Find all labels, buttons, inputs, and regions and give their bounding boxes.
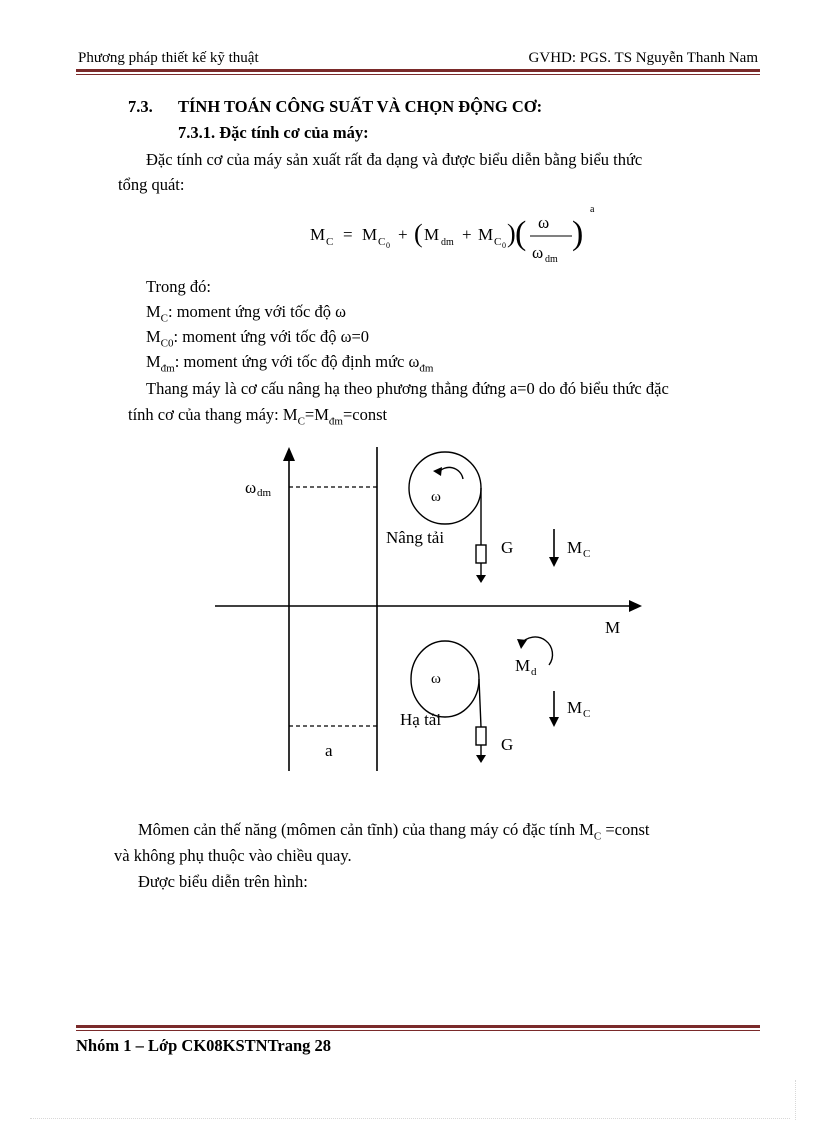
top-mc-arrowhead [549, 557, 559, 567]
vertical-axis-arrow [283, 447, 295, 461]
formula-lparen-big: ( [515, 215, 527, 252]
bottom-mc-sub: C [583, 708, 591, 720]
header-rule-thin [76, 74, 760, 75]
top-wheel-arrowhead [433, 467, 442, 476]
formula-omega-num: ω [538, 213, 550, 232]
formula-mdm: M [424, 225, 440, 244]
formula-plus1: + [398, 225, 408, 244]
formula-mc0-zero: 0 [386, 241, 390, 250]
omega-dm-sub: dm [257, 487, 272, 499]
header-left: Phương pháp thiết kế kỹ thuật [78, 50, 259, 66]
a-label: a [325, 741, 333, 760]
formula-plus2: + [462, 225, 472, 244]
top-mc-label: M [567, 538, 583, 557]
top-load-arrowhead [476, 575, 486, 583]
bottom-load [476, 727, 486, 745]
formula-omega-den-sub: dm [545, 254, 558, 265]
bottom-g-label: G [501, 735, 514, 754]
header-right: GVHD: PGS. TS Nguyễn Thanh Nam [528, 50, 758, 66]
para1-line2: tổng quát: [118, 175, 185, 194]
elevator-diagram [205, 443, 655, 778]
top-g-label: G [501, 538, 514, 557]
header-rule [76, 69, 760, 72]
para2-line1: Thang máy là cơ cấu nâng hạ theo phương thẳng đứng a=0 do đó biểu thức đặc [146, 379, 669, 398]
page-edge-dots-vertical [795, 1080, 796, 1120]
para3-line1: Mômen cản thế năng (mômen cản tĩnh) của thang máy có đặc tính $M_C$ =const [138, 820, 650, 843]
formula-mc0: M [362, 225, 378, 244]
formula-mc0b: M [478, 225, 494, 244]
top-wheel-omega: ω [431, 489, 441, 505]
bottom-mc-arrowhead [549, 717, 559, 727]
section-number: 7.3. [128, 97, 153, 116]
formula-rparen: ) [507, 219, 516, 248]
page-edge-dots [30, 1118, 790, 1119]
md-arrowhead [517, 639, 527, 649]
formula-mc0b-zero: 0 [502, 241, 506, 250]
m-axis-label: M [605, 618, 621, 637]
formula-lparen: ( [414, 219, 423, 248]
footer-text: Nhóm 1 – Lớp CK08KSTNTrang 28 [76, 1036, 331, 1055]
top-mc-sub: C [583, 548, 591, 560]
top-load [476, 545, 486, 563]
formula-lhs-sub: C [326, 236, 334, 248]
formula-mdm-sub: dm [441, 237, 454, 248]
bottom-mc-label: M [567, 698, 583, 717]
bottom-load-arrowhead [476, 755, 486, 763]
formula [310, 200, 610, 270]
footer-rule [76, 1025, 760, 1028]
omega-dm-label: ω [245, 478, 257, 497]
formula-eq: = [343, 225, 353, 244]
formula-exponent: a [590, 204, 595, 215]
formula-rparen-big: ) [572, 215, 584, 252]
md-sub: d [531, 666, 537, 678]
formula-mc0-sub: C [378, 236, 386, 248]
formula-mc0b-sub: C [494, 236, 502, 248]
bottom-wheel [411, 641, 479, 717]
para3-line2: và không phụ thuộc vào chiều quay. [114, 846, 352, 865]
definition-2: $M_{C0}$: moment ứng với tốc độ ω=0 [146, 327, 370, 350]
formula-lhs: M [310, 225, 326, 244]
nang-tai-label: Nâng tải [386, 528, 445, 547]
subsection-title: 7.3.1. Đặc tính cơ của máy: [178, 123, 369, 142]
definition-3: $M_{đm}$: moment ứng với tốc độ định mức $\omega_{đm}$ [146, 352, 434, 375]
bottom-rope [479, 679, 481, 727]
md-label: M [515, 656, 531, 675]
definitions-intro: Trong đó: [146, 277, 211, 296]
para1-line1: Đặc tính cơ của máy sản xuất rất đa dạng và được biểu diễn bằng biểu thức [146, 150, 643, 169]
bottom-wheel-omega: ω [431, 671, 441, 687]
para3-line3: Được biểu diễn trên hình: [138, 872, 308, 891]
formula-omega-den: ω [532, 243, 544, 262]
ha-tai-label: Hạ tải [400, 710, 442, 729]
definition-1: $M_C$: moment ứng với tốc độ ω [146, 302, 346, 325]
footer-rule-thin [76, 1030, 760, 1031]
section-title: TÍNH TOÁN CÔNG SUẤT VÀ CHỌN ĐỘNG CƠ: [178, 97, 543, 116]
para2-line2: tính cơ của thang máy: $M_C=M_{đm}=const$ [128, 405, 388, 428]
top-wheel [409, 452, 481, 524]
horizontal-axis-arrow [629, 600, 642, 612]
